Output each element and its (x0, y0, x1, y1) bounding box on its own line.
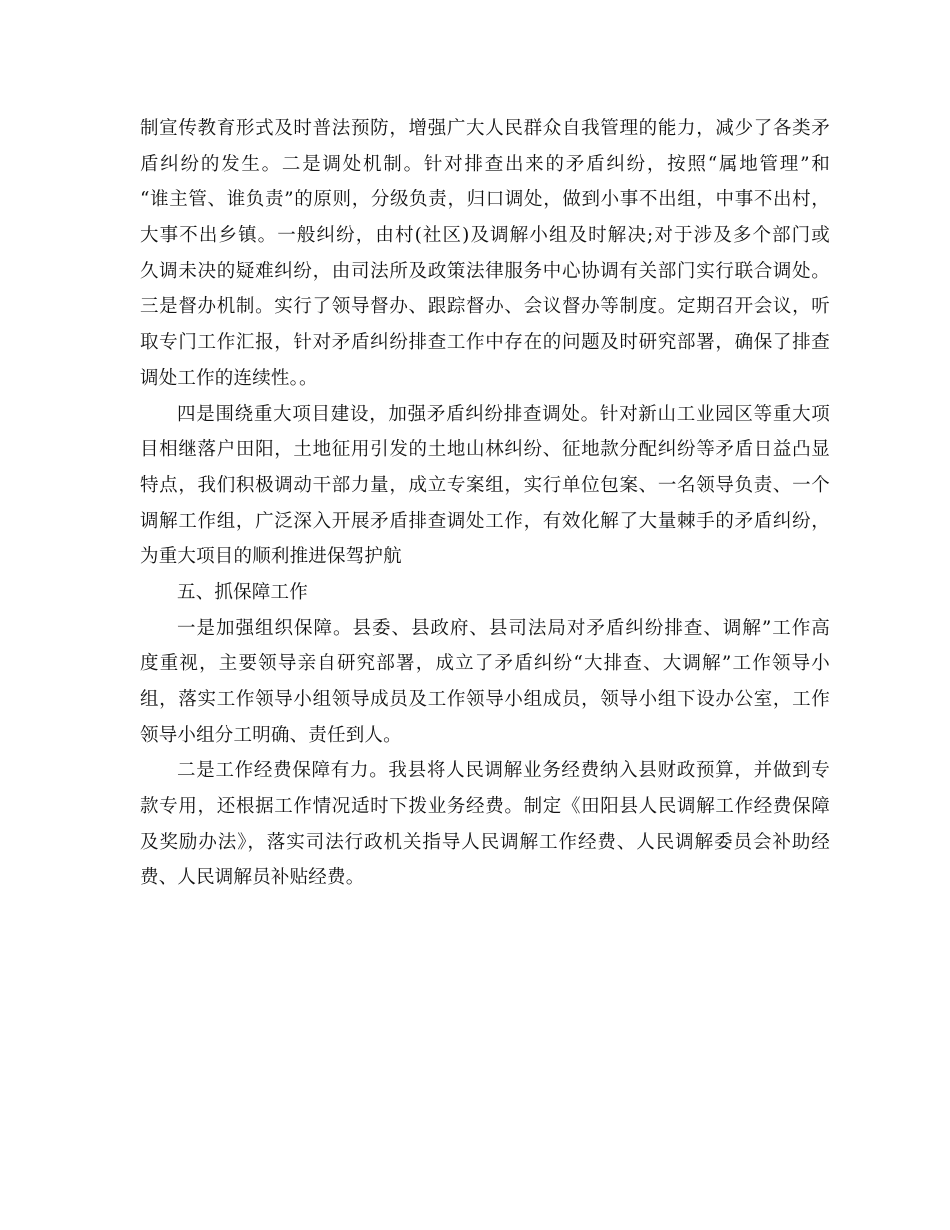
paragraph-line: 及奖励办法》，落实司法行政机关指导人民调解工作经费、人民调解委员会补助经 (140, 831, 830, 853)
paragraph-line: 目相继落户田阳，土地征用引发的土地山林纠纷、征地款分配纠纷等矛盾日益凸显 (140, 439, 830, 461)
paragraph-first-line: 五、抓保障工作 (177, 581, 308, 603)
paragraph-line: 大事不出乡镇。一般纠纷，由村(社区)及调解小组及时解决;对于涉及多个部门或 (140, 225, 830, 247)
paragraph-line: 盾纠纷的发生。二是调处机制。针对排查出来的矛盾纠纷，按照“属地管理”和 (140, 153, 830, 175)
paragraph-line: 三是督办机制。实行了领导督办、跟踪督办、会议督办等制度。定期召开会议，听 (140, 296, 830, 318)
paragraph-line: 调处工作的连续性。。 (140, 367, 318, 389)
paragraph-first-line: 四是围绕重大项目建设，加强矛盾纠纷排查调处。针对新山工业园区等重大项 (177, 403, 830, 425)
paragraph-line: 制宣传教育形式及时普法预防，增强广大人民群众自我管理的能力，减少了各类矛 (140, 118, 830, 139)
paragraph-line: 调解工作组，广泛深入开展矛盾排查调处工作，有效化解了大量棘手的矛盾纠纷， (140, 510, 830, 532)
document-body (140, 111, 830, 896)
paragraph-line: “谁主管、谁负责”的原则，分级负责，归口调处，做到小事不出组，中事不出村， (140, 189, 830, 211)
paragraph-line: 费、人民调解员补贴经费。 (140, 867, 365, 889)
paragraph-line: 取专门工作汇报，针对矛盾纠纷排查工作中存在的问题及时研究部署，确保了排查 (140, 332, 830, 354)
paragraph-line: 度重视，主要领导亲自研究部署，成立了矛盾纠纷“大排查、大调解”工作领导小 (140, 653, 830, 675)
paragraph-first-line: 一是加强组织保障。县委、县政府、县司法局对矛盾纠纷排查、调解”工作高 (177, 617, 830, 639)
paragraph-line: 久调未决的疑难纠纷，由司法所及政策法律服务中心协调有关部门实行联合调处。 (140, 260, 830, 282)
paragraph-line: 特点，我们积极调动干部力量，成立专案组，实行单位包案、一名领导负责、一个 (140, 474, 830, 496)
paragraph-line: 款专用，还根据工作情况适时下拨业务经费。制定《田阳县人民调解工作经费保障 (140, 796, 830, 818)
paragraph-line: 领导小组分工明确、责任到人。 (140, 724, 402, 746)
paragraph-line: 组，落实工作领导小组领导成员及工作领导小组成员，领导小组下设办公室，工作 (140, 689, 830, 710)
paragraph-first-line: 二是工作经费保障有力。我县将人民调解业务经费纳入县财政预算，并做到专 (177, 760, 830, 782)
paragraph-line: 为重大项目的顺利推进保驾护航 (140, 546, 402, 568)
